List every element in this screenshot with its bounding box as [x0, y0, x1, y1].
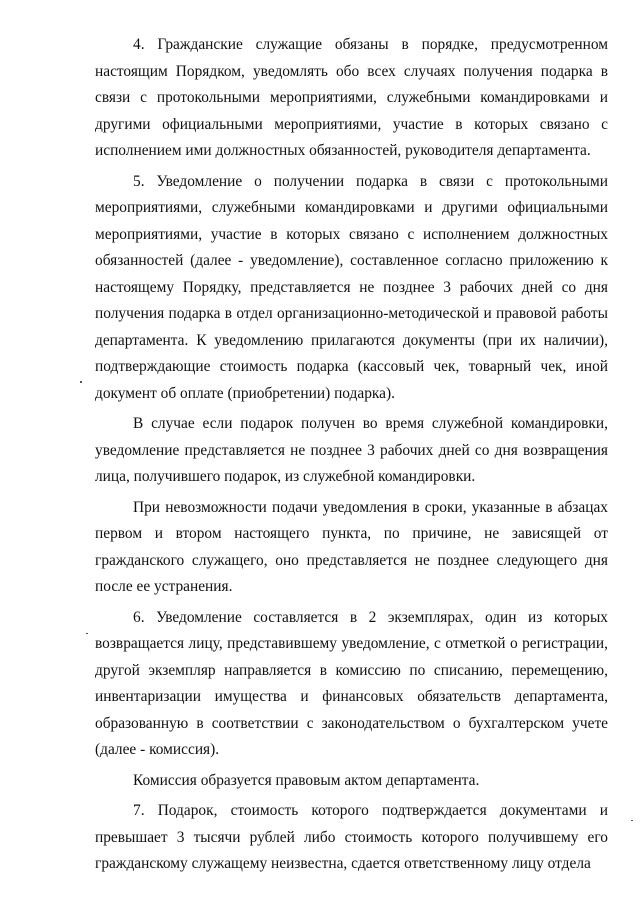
- paragraph-clause-6: 6. Уведомление составляется в 2 экземплярах, один из которых возвращается лицу, представившему уведомление, с отметкой о регистрации, другой экземпляр направляется в комиссию по списанию, перемещению, инвентаризации имущества и финансовых обязательств департамента, образованную в соответствии с законодательством о бухгалтерском учете (далее - комиссия).: [95, 608, 608, 758]
- paragraph-commission: Комиссия образуется правовым актом департамента.: [133, 771, 480, 789]
- scan-speck: [631, 820, 633, 821]
- paragraph-clause-7: 7. Подарок, стоимость которого подтверждается документами и превышает 3 тысячи рублей либо стоимость которого получившему его гражданскому служащему неизвестна, сдается ответственному лицу отдела: [95, 802, 608, 872]
- scan-speck: [86, 633, 88, 634]
- paragraph-business-trip: В случае если подарок получен во время служебной командировки, уведомление представляется не позднее 3 рабочих дней со дня возвращения лица, получившего подарок, из служебной командировки.: [95, 415, 608, 485]
- paragraph-clause-5: 5. Уведомление о получении подарка в связи с протокольными мероприятиями, служебными командировками и другими официальными мероприятиями, участие в которых связано с исполнением должностных обязанностей (далее - уведомление), составленное согласно приложению к настоящему Порядку, представляется не позднее 3 рабочих дней со дня получения подарка в отдел организационно-методической и правовой работы департамента. К уведомлению прилагаются документы (при их наличии), подтверждающие стоимость подарка (кассовый чек, товарный чек, иной документ об оплате (приобретении) подарка).: [95, 172, 608, 402]
- paragraph-clause-4: 4. Гражданские служащие обязаны в порядке, предусмотренном настоящим Порядком, уведомлять обо всех случаях получения подарка в связи с протокольными мероприятиями, служебными командировками и другими официальными мероприятиями, участие в которых связано с исполнением ими должностных обязанностей, руководителя департамента.: [95, 36, 608, 159]
- document-body: [95, 32, 608, 878]
- scan-speck: [80, 381, 82, 383]
- paragraph-impossibility: При невозможности подачи уведомления в сроки, указанные в абзацах первом и втором настоящего пункта, по причине, не зависящей от гражданского служащего, оно представляется не позднее следующего дня после ее устранения.: [95, 498, 608, 595]
